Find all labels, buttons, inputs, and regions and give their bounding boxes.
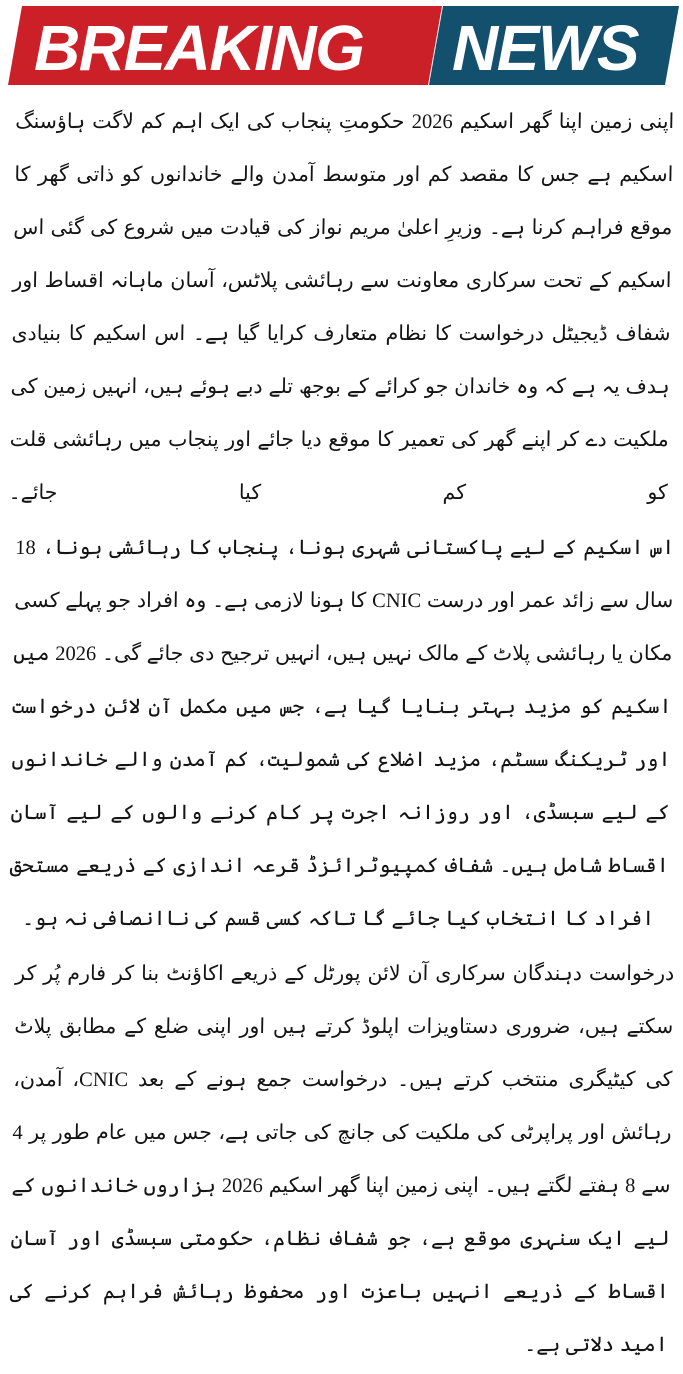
article-paragraph-1: اپنی زمین اپنا گھر اسکیم 2026 حکومتِ پنجاب کی ایک اہم کم لاگت ہاؤسنگ اسکیم ہے جس کا مقصد کم اور متوسط آمدن والے خاندانوں کو ذاتی گھر کا موقع فراہم کرنا ہے۔ وزیرِ اعلیٰ مریم نواز کی قیادت میں شروع کی گئی اس اسکیم کے تحت سرکاری معاونت سے رہائشی پلاٹس، آسان ماہانہ اقساط اور شفاف ڈیجیٹل درخواست کا نظام متعارف کرایا گیا ہے۔ اس اسکیم کا بنیادی ہدف یہ ہے کہ وہ خاندان جو کرائے کے بوجھ تلے دبے ہوئے ہیں، انہیں زمین کی ملکیت دے کر اپنے گھر کی تعمیر کا موقع دیا جائے اور پنجاب میں رہائشی قلت کو کم کیا جائے۔ [8,111,675,504]
breaking-news-banner [0,0,683,92]
banner-breaking-text: BREAKING [34,12,364,84]
article-paragraph-3: درخواست دہندگان سرکاری آن لائن پورٹل کے ذریعے اکاؤنٹ بنا کر فارم پُر کر سکتے ہیں، ضروری دستاویزات اپلوڈ کرتے ہیں اور اپنی ضلع کے مطابق پلاٹ کی کیٹیگری منتخب کرتے ہیں۔ درخواست جمع ہونے کے بعد CNIC، آمدن، رہائش اور پراپرٹی کی ملکیت کی جانچ کی جاتی ہے، جس میں عام طور پر 4 سے 8 ہفتے لگتے ہیں۔ اپنی زمین اپنا گھر اسکیم 2026 ہزاروں خاندانوں کے لیے ایک سنہری موقع ہے، جو شفاف نظام، حکومتی سبسڈی اور آسان اقساط کے ذریعے انہیں باعزت اور محفوظ رہائش فراہم کرنے کی امید دلاتی ہے۔ [9,963,675,1356]
banner-graphic [0,0,683,92]
article-body [0,96,683,1374]
article-paragraph-2: اس اسکیم کے لیے پاکستانی شہری ہونا، پنجاب کا رہائشی ہونا، 18 سال سے زائد عمر اور درست CNIC کا ہونا لازمی ہے۔ وہ افراد جو پہلے کسی مکان یا رہائشی پلاٹ کے مالک نہیں ہیں، انہیں ترجیح دی جائے گی۔ 2026 میں اسکیم کو مزید بہتر بنایا گیا ہے، جس میں مکمل آن لائن درخواست اور ٹریکنگ سسٹم، مزید اضلاع کی شمولیت، کم آمدن والے خاندانوں کے لیے سبسڈی، اور روزانہ اجرت پر کام کرنے والوں کے لیے آسان اقساط شامل ہیں۔ شفاف کمپیوٹرائزڈ قرعہ اندازی کے ذریعے مستحق افراد کا انتخاب کیا جائے گا تاکہ کسی قسم کی ناانصافی نہ ہو۔ [9,537,675,930]
banner-news-text: NEWS [452,12,638,84]
